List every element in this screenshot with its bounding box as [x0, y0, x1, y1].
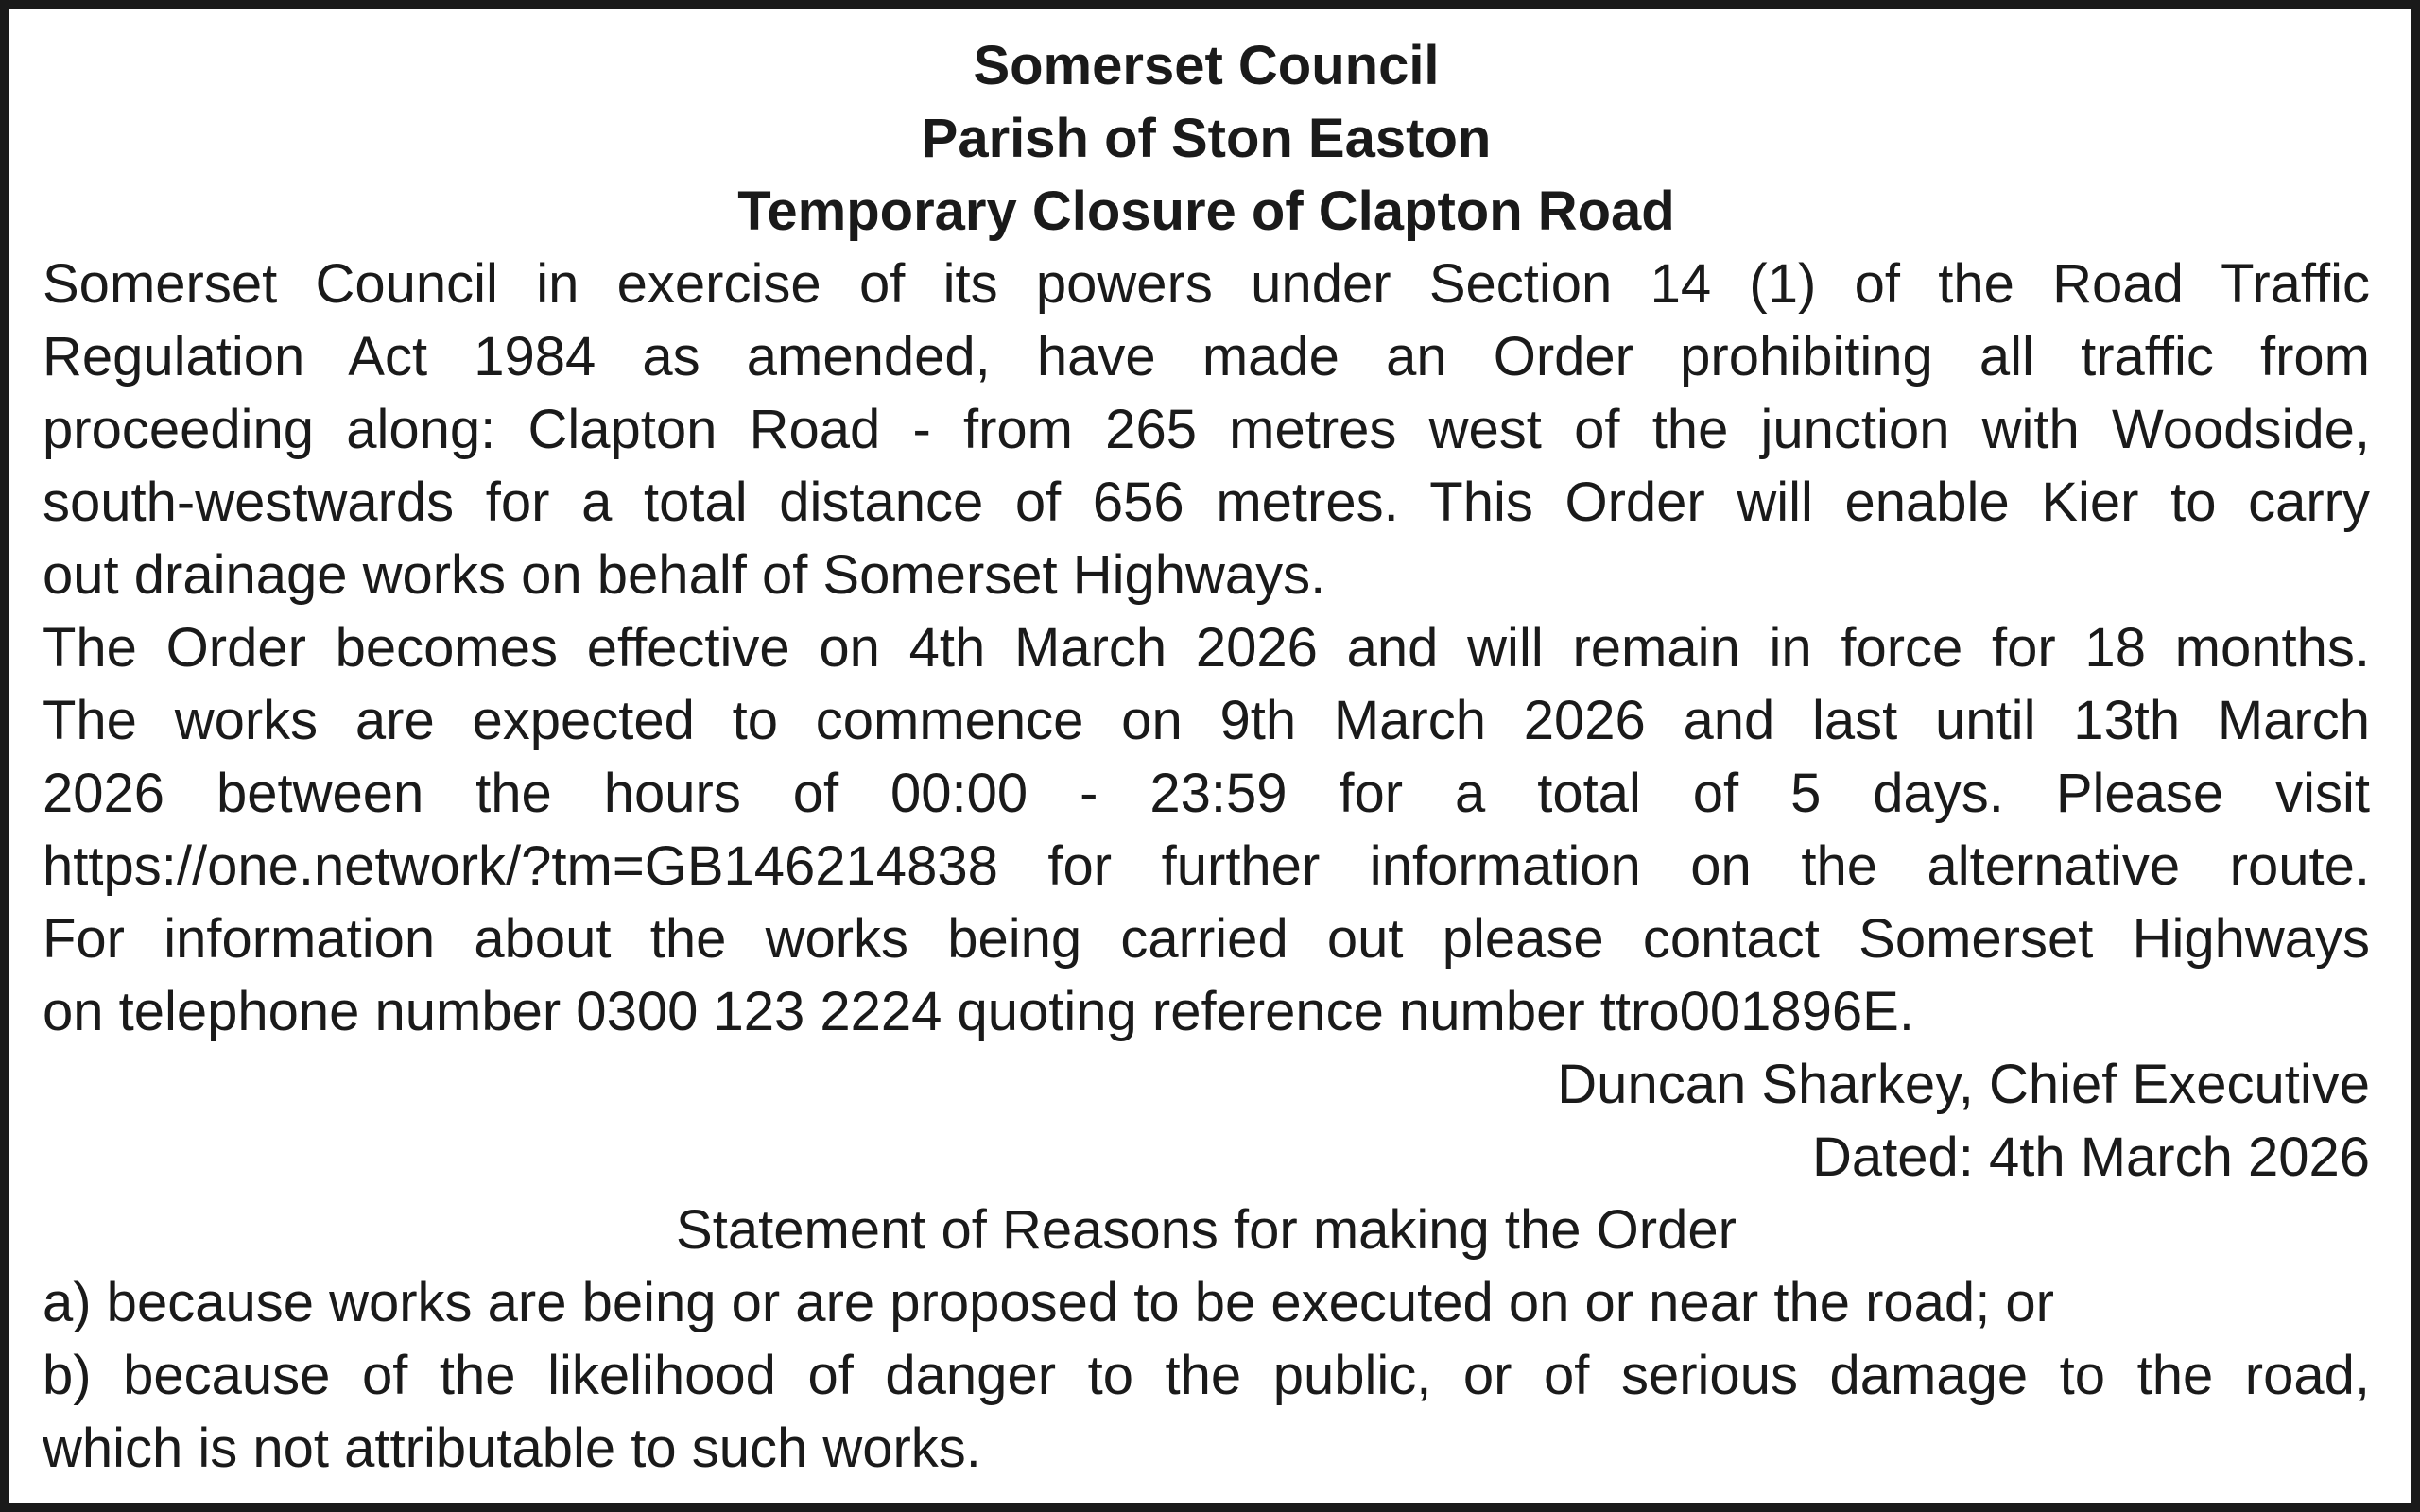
- order-paragraph: [43, 248, 2370, 611]
- notice-subject: Temporary Closure of Clapton Road: [737, 180, 1675, 242]
- signatory: Duncan Sharkey, Chief Executive: [1557, 1054, 2370, 1115]
- reason-item: b) because of the likelihood of danger to the public, or of serious damage to the road,: [43, 1345, 2370, 1406]
- reasons-list: [43, 1266, 2370, 1485]
- dates-paragraph: [43, 611, 2370, 1048]
- text-line: https://one.network/?tm=GB146214838 for further information on the alternative route.: [43, 835, 2370, 897]
- text-line: 2026 between the hours of 00:00 - 23:59 for a total of 5 days. Please visit: [43, 763, 2370, 824]
- text-line: The works are expected to commence on 9th March 2026 and last until 13th March: [43, 690, 2370, 751]
- text-line: Somerset Council in exercise of its powers under Section 14 (1) of the Road Traffic: [43, 253, 2370, 315]
- dated: Dated: 4th March 2026: [1811, 1126, 2370, 1188]
- text-line: proceeding along: Clapton Road - from 265 metres west of the junction with Woodside,: [43, 399, 2370, 460]
- reason-item: a) because works are being or are proposed to be executed on or near the road; or: [43, 1272, 2054, 1333]
- text-line: For information about the works being carried out please contact Somerset Highways: [43, 908, 2370, 970]
- text-line: on telephone number 0300 123 2224 quoting reference number ttro001896E.: [43, 981, 1914, 1042]
- notice-title: Somerset Council: [973, 35, 1440, 96]
- text-line: The Order becomes effective on 4th March 2026 and will remain in force for 18 months.: [43, 617, 2370, 679]
- reason-item: which is not attributable to such works.: [43, 1418, 981, 1479]
- notice-parish: Parish of Ston Easton: [921, 108, 1492, 169]
- text-line: south-westwards for a total distance of 656 metres. This Order will enable Kier to carry: [43, 472, 2370, 533]
- text-line: Regulation Act 1984 as amended, have made an Order prohibiting all traffic from: [43, 326, 2370, 387]
- text-line: out drainage works on behalf of Somerset Highways.: [43, 544, 1326, 606]
- reasons-heading: Statement of Reasons for making the Order: [676, 1199, 1737, 1261]
